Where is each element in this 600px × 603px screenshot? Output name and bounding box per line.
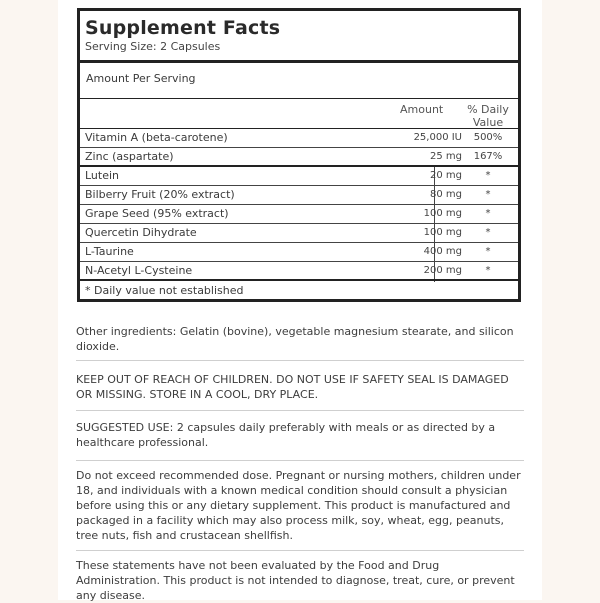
ingredient-dv: * — [485, 265, 491, 276]
suggested-use-text: SUGGESTED USE: 2 capsules daily preferably with meals or as directed by a healthcare professional. — [76, 421, 496, 449]
dv-rows — [80, 129, 518, 167]
ingredient-row — [80, 186, 518, 205]
ingredient-amount: 400 mg — [423, 246, 462, 257]
nutrient-dv: 500% — [473, 132, 503, 143]
ingredient-amount: 200 mg — [423, 265, 462, 276]
ingredient-name: Grape Seed (95% extract) — [85, 207, 229, 220]
facts-column-headers — [80, 99, 518, 129]
section-divider — [76, 360, 524, 361]
ingredient-name: Quercetin Dihydrate — [85, 226, 197, 239]
ingredient-row — [80, 262, 518, 281]
ingredient-row — [80, 224, 518, 243]
other-ingredients-text: Other ingredients: Gelatin (bovine), vegetable magnesium stearate, and silicon dioxide. — [76, 325, 514, 353]
ingredient-dv: * — [485, 189, 491, 200]
warning-text: KEEP OUT OF REACH OF CHILDREN. DO NOT USE IF SAFETY SEAL IS DAMAGED OR MISSING. STORE IN A COOL, DRY PLACE. — [76, 373, 509, 401]
supplement-facts-panel — [77, 8, 521, 302]
nutrient-row — [80, 129, 518, 148]
ingredient-row — [80, 243, 518, 262]
fda-disclaimer-text: These statements have not been evaluated by the Food and Drug Administration. This product is not intended to diagnose, treat, cure, or prevent any disease. — [76, 559, 515, 602]
column-daily-value: % Daily Value — [467, 103, 509, 129]
ingredient-dv: * — [485, 246, 491, 257]
ingredient-name: Bilberry Fruit (20% extract) — [85, 188, 235, 201]
ingredient-dv: * — [485, 208, 491, 219]
nutrient-amount: 25 mg — [430, 151, 462, 162]
facts-title: Supplement Facts — [85, 17, 281, 39]
ingredient-amount: 100 mg — [423, 208, 462, 219]
ingredient-amount: 80 mg — [430, 189, 462, 200]
ingredient-dv: * — [485, 170, 491, 181]
section-divider — [76, 550, 524, 551]
ingredient-amount: 100 mg — [423, 227, 462, 238]
ingredient-dv: * — [485, 227, 491, 238]
ingredient-name: L-Taurine — [85, 245, 134, 258]
serving-size: Serving Size: 2 Capsules — [85, 40, 221, 53]
amount-per-serving: Amount Per Serving — [80, 63, 518, 99]
ingredient-name: N-Acetyl L-Cysteine — [85, 264, 193, 277]
nutrient-row — [80, 148, 518, 167]
ingredient-amount: 20 mg — [430, 170, 462, 181]
ingredient-row — [80, 205, 518, 224]
ingredient-name: Lutein — [85, 169, 120, 182]
nutrient-dv: 167% — [473, 151, 503, 162]
caution-text: Do not exceed recommended dose. Pregnant or nursing mothers, children under 18, and individuals with a known medical condition should consult a physician before using this or any dietary supplement. This product is manufactured and packaged in a facility which may also process milk, soy, wheat, egg, peanuts, tree nuts, fish and crustacean shellfish. — [76, 469, 521, 542]
section-divider — [76, 460, 524, 461]
ingredient-row — [80, 167, 518, 186]
nutrient-amount: 25,000 IU — [413, 132, 462, 143]
nutrient-name: Zinc (aspartate) — [85, 150, 174, 163]
facts-footnote: * Daily value not established — [85, 284, 244, 297]
other-rows — [80, 167, 518, 281]
section-divider — [76, 410, 524, 411]
column-amount: Amount — [400, 103, 444, 116]
nutrient-name: Vitamin A (beta-carotene) — [85, 131, 228, 144]
facts-header — [80, 11, 518, 63]
